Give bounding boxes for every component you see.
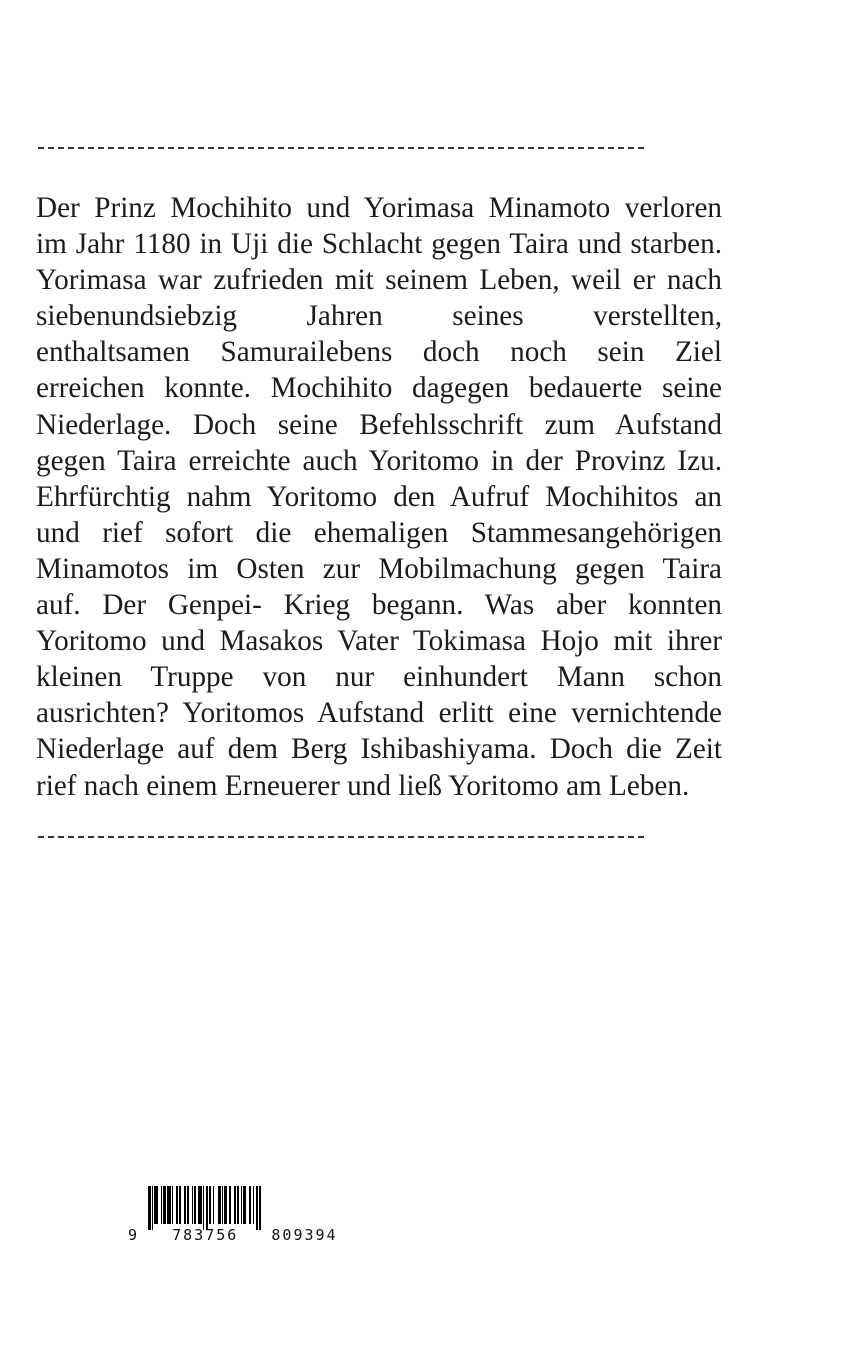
blurb-line: Ehrfürchtig nahm Yoritomo den Aufruf Mochihitos an — [36, 480, 722, 513]
blurb-line: im Jahr 1180 in Uji die Schlacht gegen Taira und starben. — [36, 228, 722, 261]
blurb-line: ausrichten? Yoritomos Aufstand erlitt eine vernichtende — [36, 697, 722, 730]
blurb-line: gegen Taira erreichte auch Yoritomo in der Provinz Izu. — [36, 444, 722, 477]
blurb-line: enthaltsamen Samurailebens doch noch sein Ziel — [36, 336, 722, 369]
blurb-line: Niederlage. Doch seine Befehlsschrift zum Aufstand — [36, 408, 722, 441]
blurb-line: Minamotos im Osten zur Mobilmachung gegen Taira — [36, 552, 722, 585]
isbn-barcode — [128, 1186, 338, 1248]
blurb-line: Niederlage auf dem Berg Ishibashiyama. Doch die Zeit — [36, 733, 722, 766]
blurb-line: Yoritomo und Masakos Vater Tokimasa Hojo mit ihrer — [36, 625, 722, 658]
blurb-line: rief nach einem Erneuerer und ließ Yoritomo am Leben. — [36, 769, 690, 802]
blurb-line: Der Prinz Mochihito und Yorimasa Minamoto verloren — [36, 192, 722, 224]
blurb-line: auf. Der Genpei- Krieg begann. Was aber konnten — [36, 589, 722, 622]
back-cover-blurb — [36, 190, 722, 804]
barcode-bars — [148, 1186, 320, 1224]
blurb-line: Yorimasa war zufrieden mit seinem Leben, weil er nach — [36, 264, 722, 297]
blurb-line: und rief sofort die ehemaligen Stammesangehörigen — [36, 516, 722, 549]
isbn-digits: 9 783756 809394 — [128, 1226, 338, 1244]
blurb-line: siebenundsiebzig Jahren seines verstellten, — [36, 300, 722, 333]
divider-bottom — [38, 836, 644, 838]
barcode-bar — [261, 1186, 264, 1224]
divider-top — [38, 147, 644, 149]
blurb-line: kleinen Truppe von nur einhundert Mann schon — [36, 661, 722, 694]
blurb-line: erreichen konnte. Mochihito dagegen bedauerte seine — [36, 372, 722, 405]
